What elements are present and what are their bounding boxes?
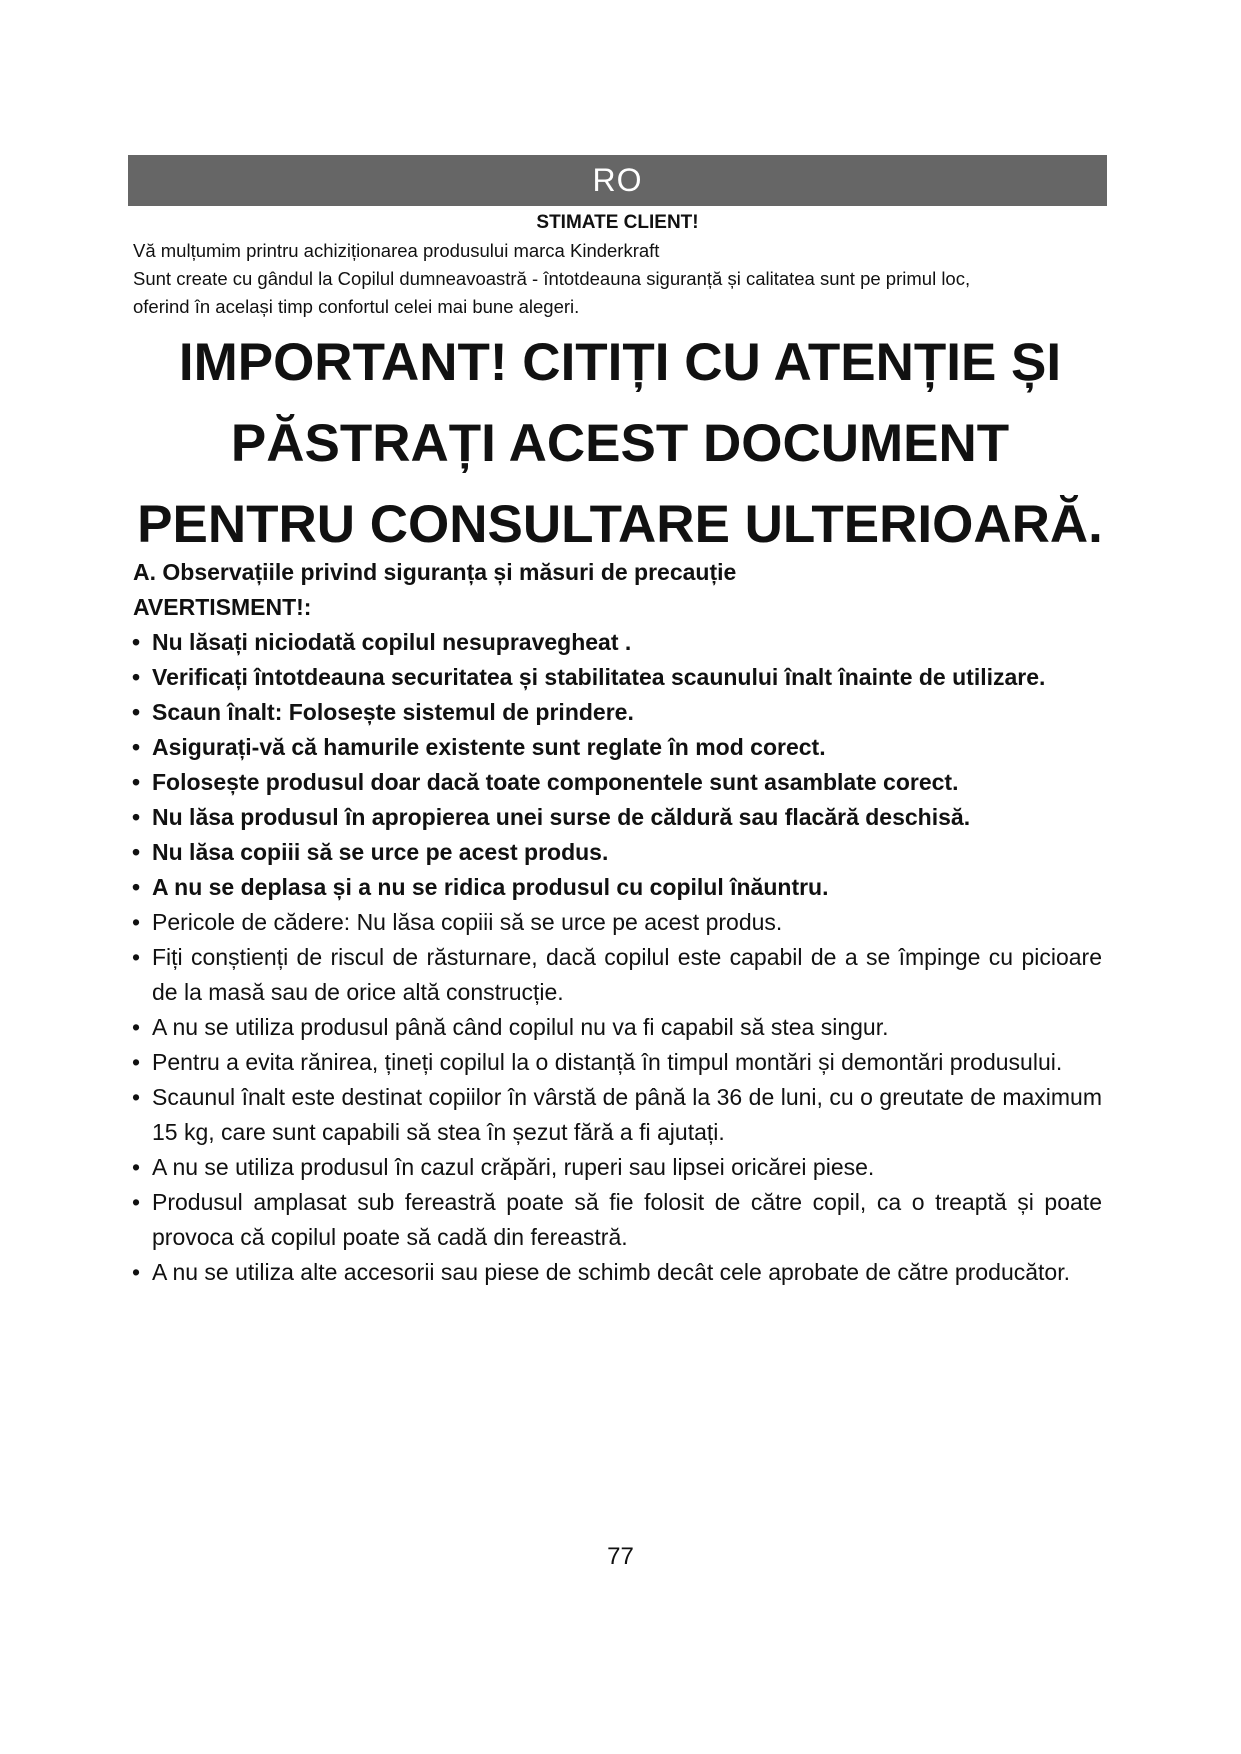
list-item-text: Asigurați-vă că hamurile existente sunt reglate în mod corect. bbox=[152, 734, 826, 760]
bullet-icon: • bbox=[131, 804, 141, 830]
list-item bbox=[120, 940, 1102, 1010]
bullet-icon: • bbox=[131, 734, 141, 760]
list-item-text: Scaun înalt: Folosește sistemul de prindere. bbox=[152, 699, 634, 725]
list-item bbox=[120, 730, 1102, 765]
bullet-icon: • bbox=[131, 1259, 141, 1285]
important-notice-line: IMPORTANT! CITIȚI CU ATENȚIE ȘI bbox=[178, 333, 1062, 392]
list-item-text: A nu se utiliza produsul până când copilul nu va fi capabil să stea singur. bbox=[152, 1014, 889, 1040]
list-item-text: Verificați întotdeauna securitatea și stabilitatea scaunului înalt înainte de utilizare. bbox=[152, 664, 1046, 690]
bullet-icon: • bbox=[131, 1084, 141, 1110]
intro-line: Sunt create cu gândul la Copilul dumneavoastră - întotdeauna siguranță și calitatea sunt pe primul loc, bbox=[133, 268, 971, 289]
page-number: 77 bbox=[607, 1543, 634, 1570]
list-item bbox=[120, 870, 1102, 905]
bullet-icon: • bbox=[131, 1189, 141, 1215]
bullet-icon: • bbox=[131, 1049, 141, 1075]
intro-paragraph bbox=[133, 237, 1113, 321]
list-item bbox=[120, 905, 1102, 940]
important-notice-line: PENTRU CONSULTARE ULTERIOARĂ. bbox=[137, 495, 1103, 554]
important-notice bbox=[110, 322, 1130, 565]
list-item bbox=[120, 660, 1102, 695]
section-title: A. Observațiile privind siguranța și măsuri de precauție bbox=[133, 559, 737, 585]
list-item-text: Folosește produsul doar dacă toate componentele sunt asamblate corect. bbox=[152, 769, 959, 795]
intro-line: Vă mulțumim printru achiziționarea produsului marca Kinderkraft bbox=[133, 240, 660, 261]
list-item bbox=[120, 625, 1102, 660]
bullet-icon: • bbox=[131, 1014, 141, 1040]
list-item bbox=[120, 1080, 1102, 1150]
list-item bbox=[120, 1185, 1102, 1255]
list-item bbox=[120, 765, 1102, 800]
bullet-icon: • bbox=[131, 909, 141, 935]
bullet-icon: • bbox=[131, 664, 141, 690]
bullet-icon: • bbox=[131, 874, 141, 900]
list-item-text: Nu lăsa copiii să se urce pe acest produs. bbox=[152, 839, 609, 865]
list-item-text: Produsul amplasat sub fereastră poate să fie folosit de către copil, ca o treaptă și poate provoca că copilul poate să cadă din fereastră. bbox=[152, 1189, 1102, 1250]
list-item bbox=[120, 695, 1102, 730]
language-code: RO bbox=[592, 162, 643, 198]
list-item-text: Pentru a evita rănirea, țineți copilul la o distanță în timpul montări și demontări produsului. bbox=[152, 1049, 1063, 1075]
list-item bbox=[120, 1045, 1102, 1080]
list-item-text: Nu lăsa produsul în apropierea unei surse de căldură sau flacără deschisă. bbox=[152, 804, 971, 830]
list-item bbox=[120, 1150, 1102, 1185]
important-notice-line: PĂSTRAȚI ACEST DOCUMENT bbox=[230, 414, 1010, 473]
list-item-text: A nu se utiliza alte accesorii sau piese de schimb decât cele aprobate de către producător. bbox=[152, 1259, 1070, 1285]
list-item bbox=[120, 1010, 1102, 1045]
bullet-icon: • bbox=[131, 629, 141, 655]
list-item-text: Nu lăsați niciodată copilul nesupravegheat . bbox=[152, 629, 632, 655]
list-item-text: Pericole de cădere: Nu lăsa copiii să se urce pe acest produs. bbox=[152, 909, 783, 935]
bullet-icon: • bbox=[131, 839, 141, 865]
language-header-bar bbox=[128, 155, 1107, 206]
bullet-icon: • bbox=[131, 1154, 141, 1180]
greeting-heading: STIMATE CLIENT! bbox=[536, 212, 699, 233]
list-item bbox=[120, 1255, 1102, 1290]
intro-line: oferind în același timp confortul celei mai bune alegeri. bbox=[133, 296, 580, 317]
list-item-text: A nu se utiliza produsul în cazul crăpări, ruperi sau lipsei oricărei piese. bbox=[152, 1154, 875, 1180]
list-item-text: A nu se deplasa și a nu se ridica produsul cu copilul înăuntru. bbox=[152, 874, 829, 900]
warning-title: AVERTISMENT!: bbox=[133, 594, 312, 620]
list-item bbox=[120, 835, 1102, 870]
bullet-icon: • bbox=[131, 699, 141, 725]
bullet-icon: • bbox=[131, 769, 141, 795]
list-item bbox=[120, 800, 1102, 835]
list-item-text: Fiți conștienți de riscul de răsturnare, dacă copilul este capabil de a se împinge cu picioare de la masă sau de orice altă construcție. bbox=[152, 944, 1102, 1005]
list-item-text: Scaunul înalt este destinat copiilor în vârstă de până la 36 de luni, cu o greutate de maximum 15 kg, care sunt capabili să stea în șezut fără a fi ajutați. bbox=[152, 1084, 1102, 1145]
warning-list bbox=[120, 625, 1102, 1290]
bullet-icon: • bbox=[131, 944, 141, 970]
